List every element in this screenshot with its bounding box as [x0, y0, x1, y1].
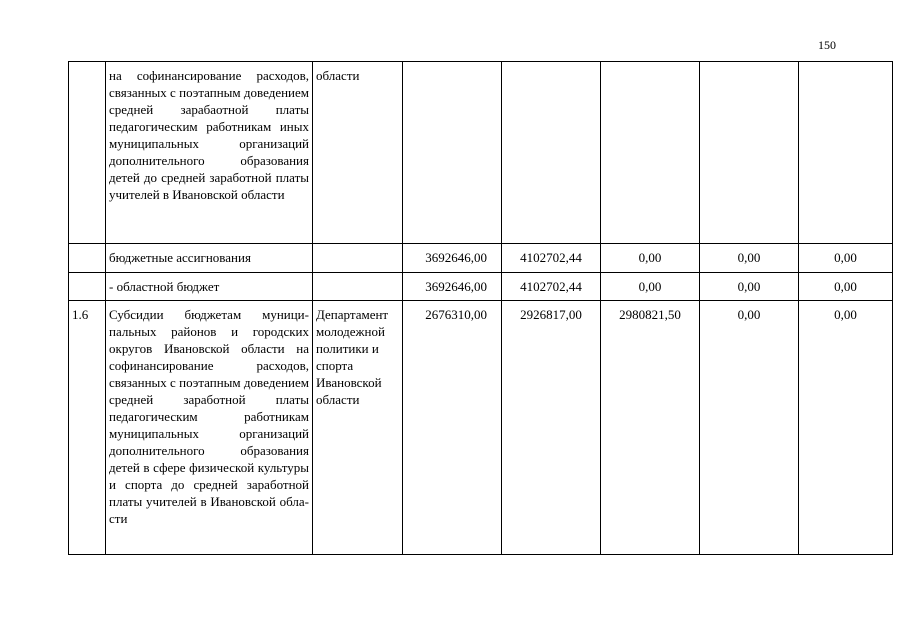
amount-cell: 4102702,44	[502, 244, 601, 273]
amount-cell: 0,00	[700, 301, 799, 555]
amount-cell	[799, 62, 893, 244]
amount-cell: 2676310,00	[403, 301, 502, 555]
amount-cell: 0,00	[700, 244, 799, 273]
amount-cell: 0,00	[799, 273, 893, 301]
amount-cell: 0,00	[799, 301, 893, 555]
table-row	[69, 62, 893, 244]
amount-cell: 0,00	[799, 244, 893, 273]
budget-table	[68, 61, 893, 555]
amount-cell	[403, 62, 502, 244]
amount-cell: 2980821,50	[601, 301, 700, 555]
page-number: 150	[818, 38, 836, 52]
executor-cell	[313, 273, 403, 301]
table-row	[69, 301, 893, 555]
description-cell: бюджетные ассигнования	[106, 244, 313, 273]
amount-cell: 0,00	[601, 244, 700, 273]
description-cell: на софинансирование расходов, связанных с поэтапным доведением средней зарабаотной платы педагогическим работникам иных муниципальных организаций дополнительного образования детей до средней заработной платы учителей в Ивановской области	[106, 62, 313, 244]
amount-cell: 4102702,44	[502, 273, 601, 301]
amount-cell: 3692646,00	[403, 273, 502, 301]
executor-cell: Департамент молодежной политики и спорта Ивановской области	[313, 301, 403, 555]
amount-cell: 0,00	[700, 273, 799, 301]
amount-cell: 2926817,00	[502, 301, 601, 555]
description-cell: - областной бюджет	[106, 273, 313, 301]
amount-cell	[700, 62, 799, 244]
description-cell: Субсидии бюджетам муниципальных районов и городских округов Ивановской области на софинансирование расходов, связанных с поэтапным доведением средней заработной платы педагогическим работникам муниципальных организаций дополнительного образования детей в сфере физической культуры и спорта до средней заработной платы учителей в Ивановской области	[106, 301, 313, 555]
table-row	[69, 244, 893, 273]
row-index-cell	[69, 273, 106, 301]
amount-cell	[502, 62, 601, 244]
row-index-cell	[69, 244, 106, 273]
amount-cell	[601, 62, 700, 244]
row-index-cell: 1.6	[69, 301, 106, 555]
table-row	[69, 273, 893, 301]
amount-cell: 3692646,00	[403, 244, 502, 273]
executor-cell: области	[313, 62, 403, 244]
amount-cell: 0,00	[601, 273, 700, 301]
row-index-cell	[69, 62, 106, 244]
executor-cell	[313, 244, 403, 273]
